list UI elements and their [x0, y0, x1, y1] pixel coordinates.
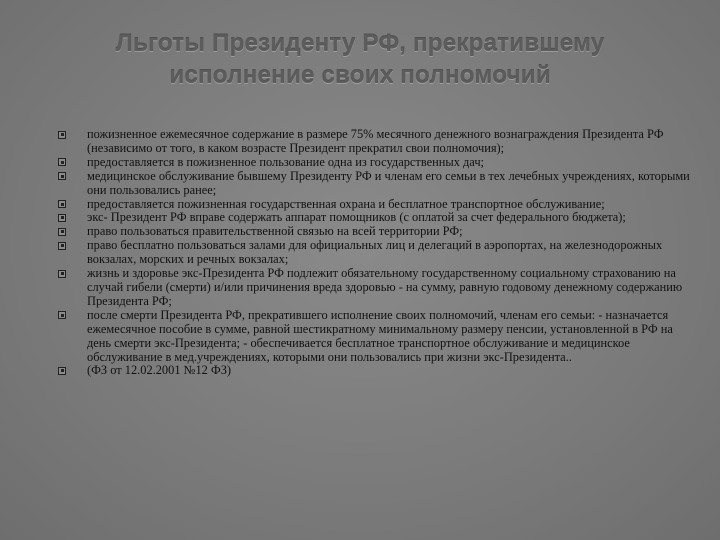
list-item-text: право пользоваться правительственной связью на всей территории РФ; — [87, 224, 463, 239]
square-bullet-icon — [58, 270, 66, 278]
list-item-text: предоставляется в пожизненное пользование одна из государственных дач; — [87, 154, 484, 169]
square-bullet-icon — [58, 200, 66, 208]
square-bullet-icon — [58, 172, 66, 180]
list-item-text: предоставляется пожизненная государственная охрана и бесплатное транспортное обслуживание; — [87, 196, 605, 211]
list-item — [58, 309, 698, 365]
list-item — [58, 170, 698, 198]
list-item — [58, 239, 698, 267]
square-bullet-icon — [58, 367, 66, 375]
list-item-text: жизнь и здоровье экс-Президента РФ подлежит обязательному государственному социальному страхованию на случай гибели (смерти) и/или причинения вреда здоровью - на сумму, равную годовому денежному содержанию Президента РФ; — [87, 266, 683, 308]
bullet-list — [58, 128, 698, 378]
square-bullet-icon — [58, 158, 66, 166]
square-bullet-icon — [58, 311, 66, 319]
square-bullet-icon — [58, 214, 66, 222]
list-item-text: медицинское обслуживание бывшему Президенту РФ и членам его семьи в тех лечебных учреждениях, которыми они пользовались ранее; — [87, 168, 690, 197]
list-item — [58, 267, 698, 309]
list-item — [58, 364, 698, 378]
list-item — [58, 225, 698, 239]
list-item — [58, 198, 698, 212]
square-bullet-icon — [58, 228, 66, 236]
square-bullet-icon — [58, 131, 66, 139]
square-bullet-icon — [58, 242, 66, 250]
list-item — [58, 128, 698, 156]
list-item-text: после смерти Президента РФ, прекратившего исполнение своих полномочий, членам его семьи: - назначается ежемесячное пособие в сумме, равной шестикратному минимальному размеру пенсии, установленной в РФ на день смерти экс-Президента; - обеспечивается бесплатное транспортное обслуживание и медицинское обслуживание в мед.учреждениях, которыми они пользовались при жизни экс-Президента.. — [87, 307, 673, 364]
list-item — [58, 211, 698, 225]
list-item-text: право бесплатно пользоваться залами для официальных лиц и делегаций в аэропортах, на железнодорожных вокзалах, морских и речных вокзалах; — [87, 238, 663, 267]
list-item-text: экс- Президент РФ вправе содержать аппарат помощников (с оплатой за счет федерального бюджета); — [87, 210, 626, 225]
slide-title: Льготы Президенту РФ, прекратившему исполнение своих полномочий — [115, 30, 605, 89]
list-item — [58, 156, 698, 170]
list-item-text: пожизненное ежемесячное содержание в размере 75% месячного денежного вознаграждения Президента РФ (независимо от того, в каком возрасте Президент прекратил свои полномочия); — [87, 127, 664, 155]
list-item-text: (ФЗ от 12.02.2001 №12 ФЗ) — [87, 363, 232, 378]
